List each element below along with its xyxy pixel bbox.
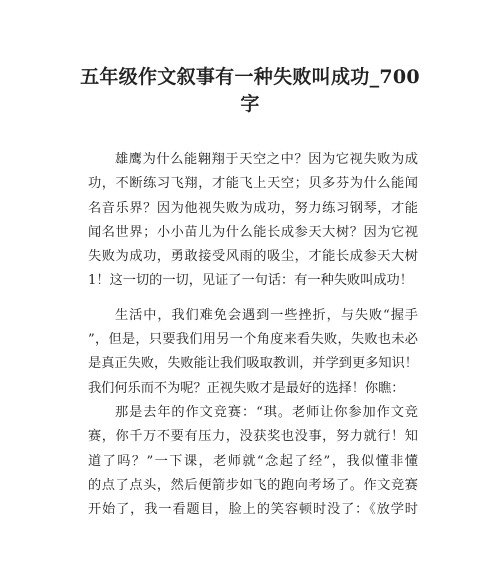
document-body xyxy=(88,148,418,522)
paragraph-line: 失败为成功，勇敢接受风雨的吸尘，才能长成参天大树 xyxy=(88,249,418,265)
paragraph-line: 是真正失败，失败能让我们吸取教训，并学到更多知识！ xyxy=(88,356,418,372)
paragraph-line: 的点了点头，然后便箭步如飞的跑向考场了。作文竞赛 xyxy=(88,477,418,493)
paragraph-line: 赛，你千万不要有压力，没获奖也没事，努力就行！知 xyxy=(88,429,418,445)
paragraph-line: 我们何乐而不为呢？正视失败才是最好的选择！你瞧： xyxy=(88,380,405,396)
paragraph-3 xyxy=(88,401,418,522)
title-line-1: 五年级作文叙事有一种失败叫成功_700 xyxy=(80,66,420,88)
paragraph-line: 名音乐界？因为他视失败为成功，努力练习钢琴，才能 xyxy=(88,200,418,216)
paragraph-line: 1！这一切的一切，见证了一句话：有一种失败叫成功！ xyxy=(88,273,413,289)
paragraph-line: 功，不断练习飞翔，才能飞上天空；贝多芬为什么能闻 xyxy=(88,176,418,192)
paragraph-1 xyxy=(88,148,418,294)
title-line-2: 字 xyxy=(240,93,260,115)
paragraph-line: 开始了，我一看题目，脸上的笑容顿时没了：《放学时 xyxy=(88,502,418,518)
paragraph-line: 生活中，我们难免会遇到一些挫折，与失败“握手 xyxy=(115,307,418,323)
paragraph-line: 那是去年的作文竞赛：“琪。老师让你参加作文竞 xyxy=(115,404,418,420)
paragraph-line: 闻名世界；小小苗儿为什么能长成参天大树？因为它视 xyxy=(88,224,418,240)
paragraph-line: ”，但是，只要我们用另一个角度来看失败，失败也未必 xyxy=(88,332,418,348)
paragraph-2 xyxy=(88,304,418,401)
document-title xyxy=(60,64,440,118)
paragraph-line: 雄鹰为什么能翱翔于天空之中？因为它视失败为成 xyxy=(115,152,418,167)
paragraph-line: 道了吗？”一下课，老师就“念起了经”，我似懂非懂 xyxy=(88,453,418,469)
